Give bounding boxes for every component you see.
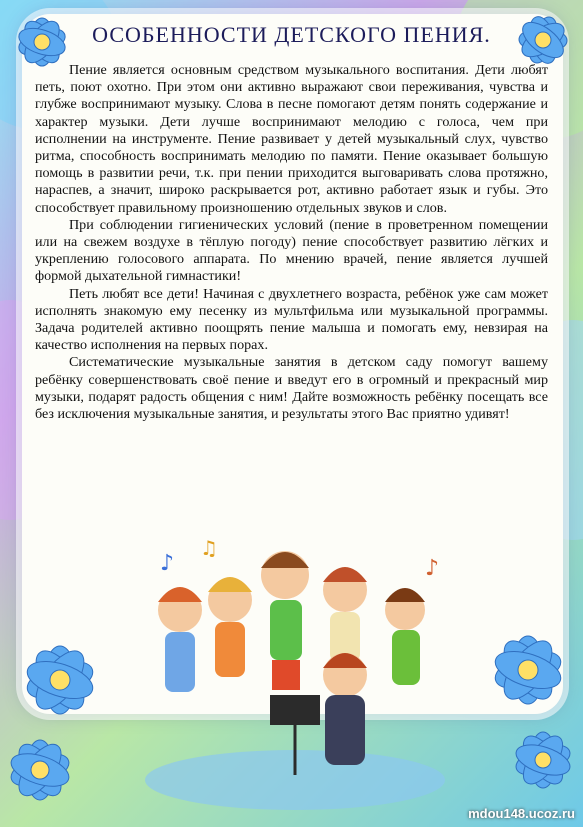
svg-text:♫: ♫ (200, 536, 218, 560)
article-body (35, 62, 548, 423)
site-watermark: mdou148.ucoz.ru (468, 806, 575, 821)
svg-text:♪: ♪ (160, 551, 175, 576)
paragraph: Петь любят все дети! Начиная с двухлетнего возраста, ребёнок уже сам может исполнять знакомую ему песенку из мультфильма или музыкальной программы. Задача родителей активно поощрять пение малыша и помогать ему, невзирая на качество исполнения на первых порах. (35, 285, 548, 354)
page-title: ОСОБЕННОСТИ ДЕТСКОГО ПЕНИЯ. (92, 22, 491, 47)
paragraph: При соблюдении гигиенических условий (пение в проветренном помещении или на свежем воздухе в тёплую погоду) пение способствует развитию лёгких и укреплению голосового аппарата. По мнению врачей, пение является лучшей формой дыхательной гимнастики! (35, 216, 548, 285)
music-stand (270, 695, 320, 725)
conductor-figure (323, 653, 367, 765)
child-figure (261, 551, 309, 690)
flower-icon (0, 600, 150, 827)
flower-icon (433, 600, 583, 800)
child-figure (323, 567, 367, 662)
singing-children-illustration (140, 530, 450, 810)
child-figure (208, 577, 252, 677)
paragraph: Пение является основным средством музыкального воспитания. Дети любят петь, поют охотно. При этом они активно выражают свои переживания, чувства и глубже воспринимают музыку. Слова в песне помогают детям понять содержание и характер музыки. Дети лучше воспринимают мелодию с голоса, чем при исполнении на инструменте. Пение развивает у детей музыкальный слух, чувство ритма, способность воспринимать мелодию по памяти. Пение оказывает большую помощь в развитии речи, т.к. при пении приходится выговаривать слова протяжно, нараспев, а значит, широко раскрывается рот, активно работает язык и губы. Это способствует правильному произношению отдельных звуков и слов. (35, 62, 548, 216)
child-figure (158, 587, 202, 692)
child-figure (385, 588, 425, 685)
svg-text:♪: ♪ (425, 556, 440, 581)
paragraph: Систематические музыкальные занятия в детском саду помогут вашему ребёнку совершенствовать своё пение и введут его в огромный и прекрасный мир музыки, подарят радость общения с ним! Дайте возможность ребёнку посещать все без исключения музыкальные занятия, и результаты этого Вас приятно удивят! (35, 354, 548, 423)
